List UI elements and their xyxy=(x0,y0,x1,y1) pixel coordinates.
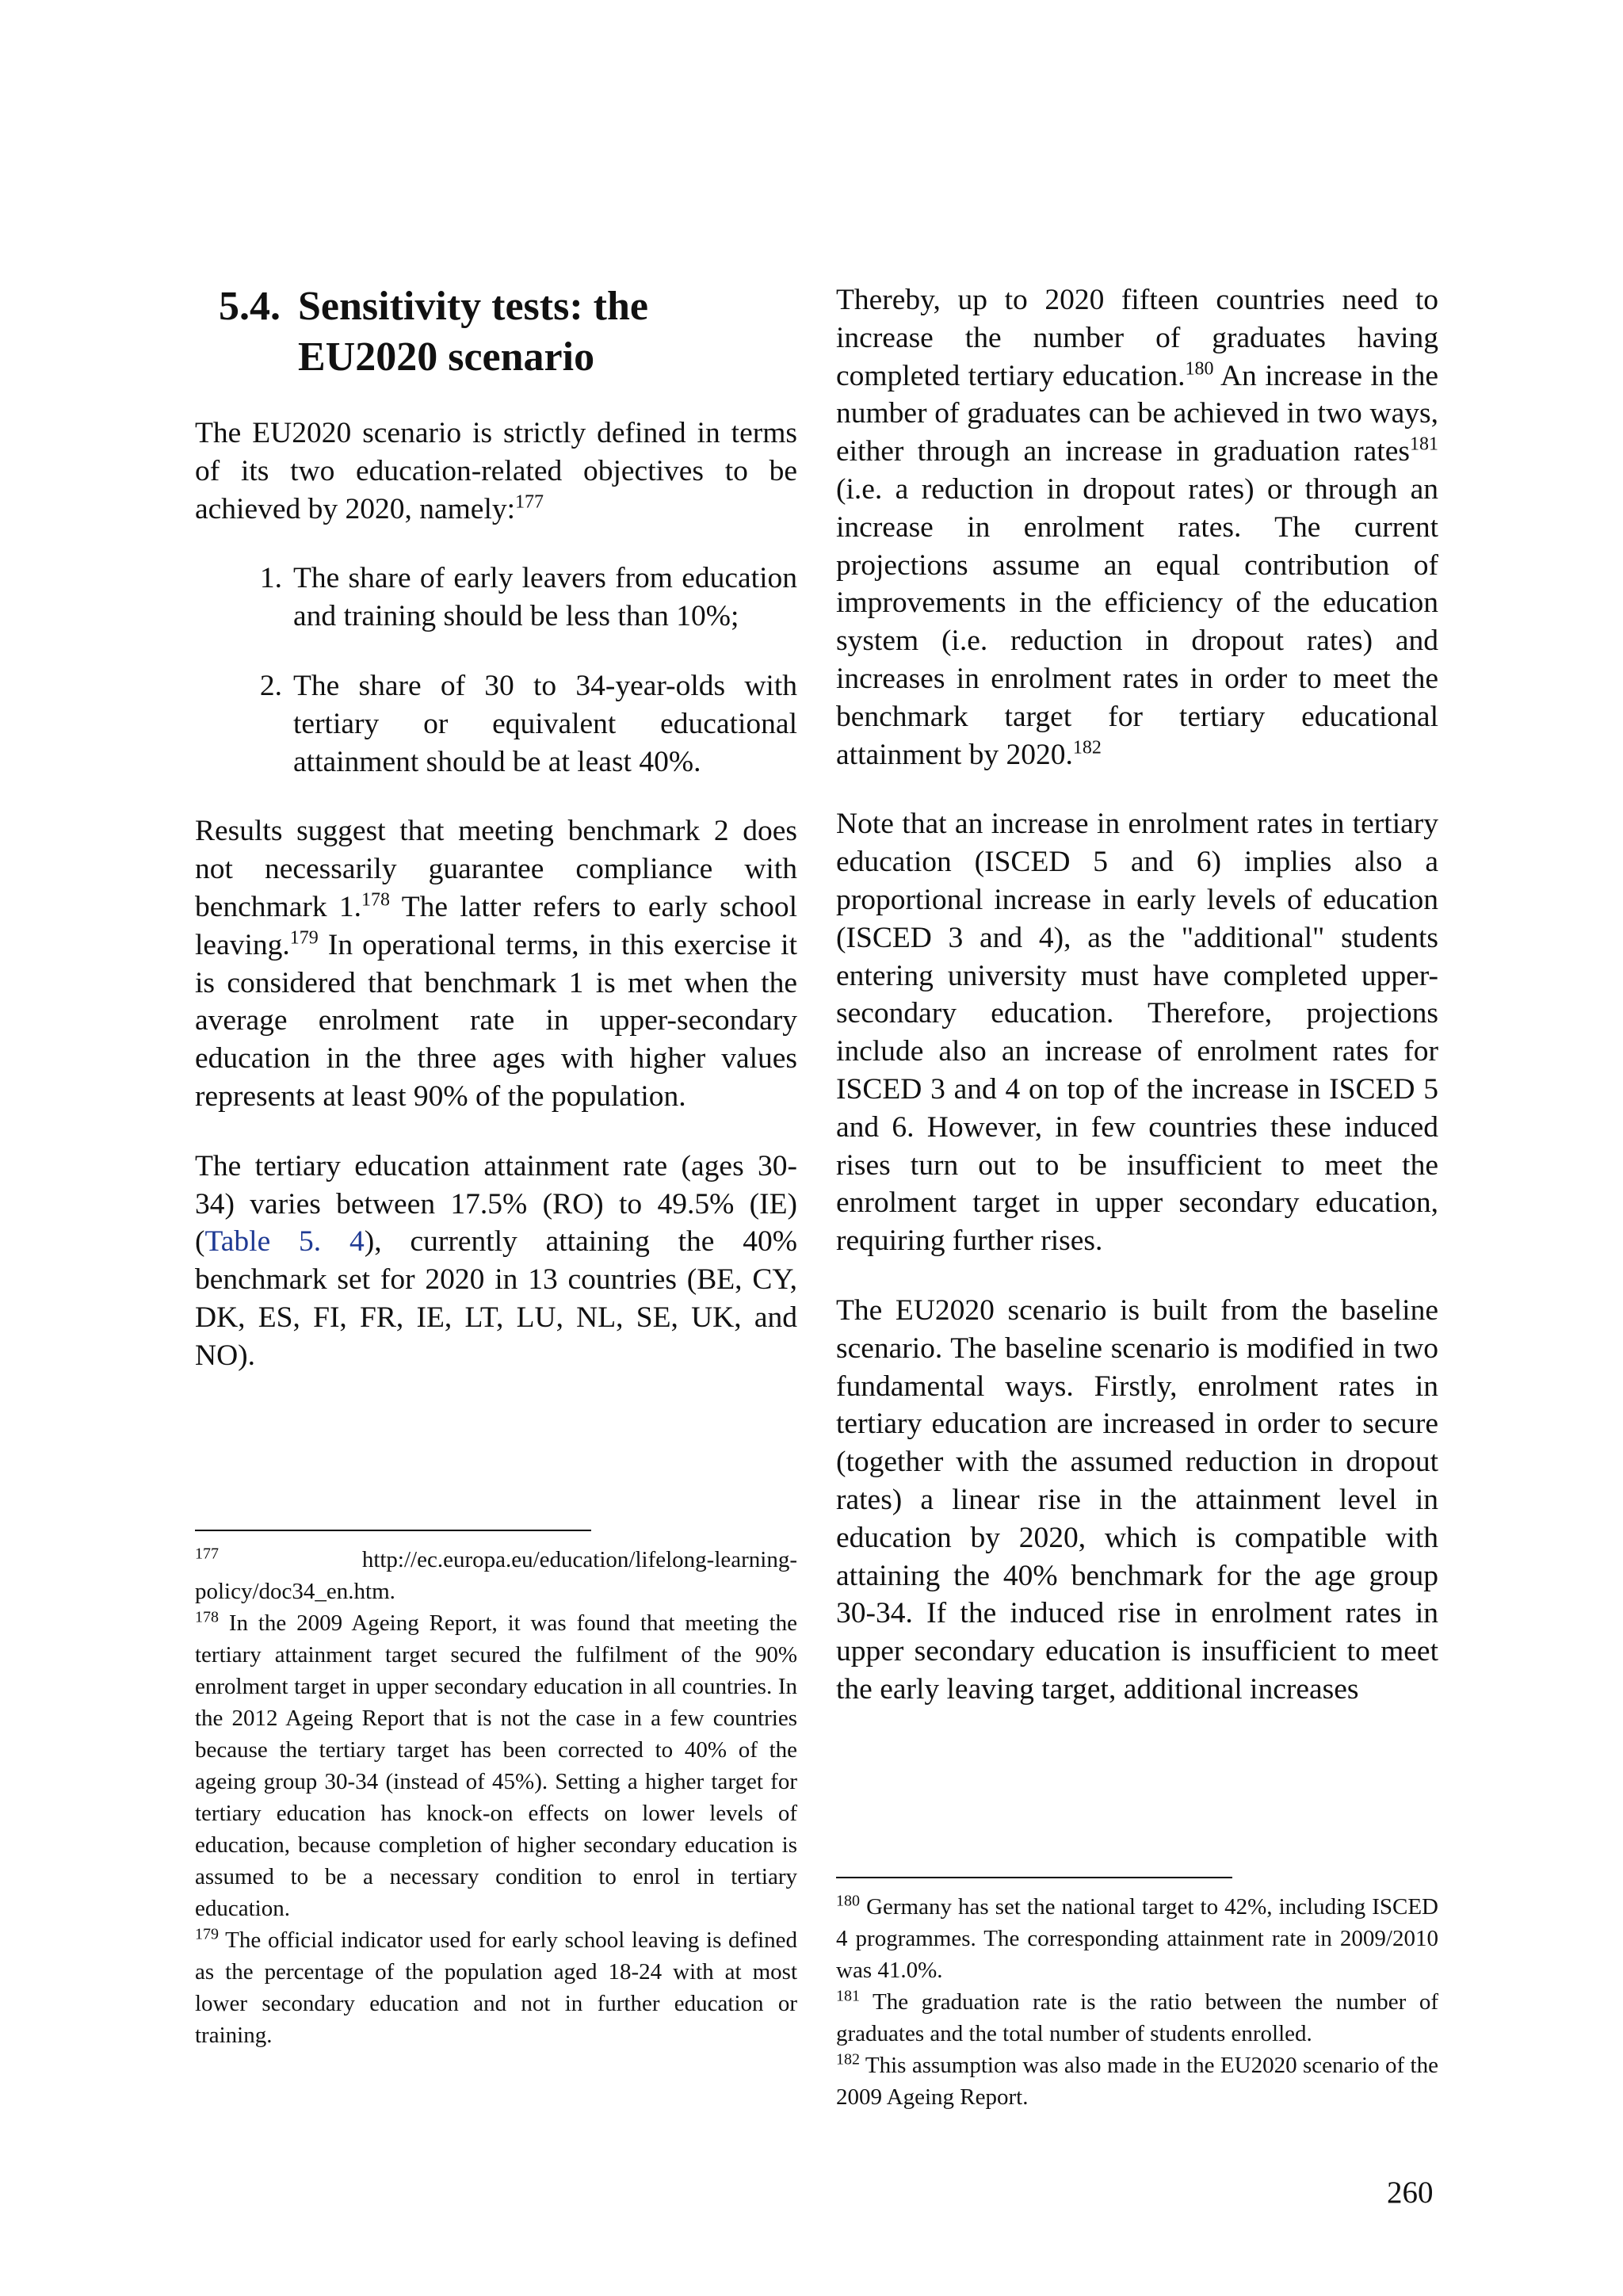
section-number: 5.4. xyxy=(219,284,281,329)
section-heading xyxy=(219,281,797,383)
footnote-181: $^{181}$ The graduation rate is the ratio between the number of graduates and the total number of students enrolled. xyxy=(836,1987,1438,2046)
footnote-180: $^{180}$ Germany has set the national target to 42%, including ISCED 4 programmes. The corresponding attainment rate in 2009/2010 was 41.0%. xyxy=(836,1892,1438,1983)
footnote-ref-178[interactable]: 178 xyxy=(361,889,391,911)
footnote-ref-179[interactable]: 179 xyxy=(289,927,319,949)
footnote-ref-181[interactable]: 181 xyxy=(1410,434,1438,455)
right-column xyxy=(836,281,1438,1740)
results-paragraph: Results suggest that meeting benchmark 2 does not necessarily guarantee compliance with benchmark 1.$^{178}$ The latter refers to early school leaving.$^{179}$ In operational terms, in this exercise it is considered that benchmark 1 is met when the average enrolment rate in upper-secondary education in the three ages with higher values represents at least 90% of the population. xyxy=(195,815,797,1113)
footnote-177: $^{177}$ http://ec.europa.eu/education/lifelong-learning-policy/doc34_en.htm. xyxy=(195,1545,797,1604)
intro-paragraph xyxy=(195,415,797,528)
graduates-paragraph: Thereby, up to 2020 fifteen countries need to increase the number of graduates having completed tertiary education.$^{180}$ An increase in the number of graduates can be achieved in two ways, either through an increase in graduation rates$^{181}$ (i.e. a reduction in dropout rates) or through an increase in enrolment rates. The current projections assume an equal contribution of improvements in the efficiency of the education system (i.e. reduction in dropout rates) and increases in enrolment rates in order to meet the benchmark target for tertiary educational attainment by 2020.$^{182}$ xyxy=(836,284,1438,771)
list-item-text: The share of early leavers from education and training should be less than 10%; xyxy=(293,562,797,633)
left-column xyxy=(195,281,797,1407)
attainment-paragraph: The tertiary education attainment rate (ages 30-34) varies between 17.5% (RO) to 49.5% (IE) (Table 5. 4), currently attaining the 40% benchmark set for 2020 in 13 countries (BE, CY, DK, ES, FI, FR, IE, LT, LU, NL, SE, UK, and NO). xyxy=(195,1149,798,1372)
list-item-number: 1. xyxy=(259,562,282,595)
table-link[interactable]: Table 5. 4 xyxy=(204,1225,365,1259)
section-title: Sensitivity tests: the EU2020 scenario xyxy=(298,284,648,380)
footnote-divider xyxy=(195,1530,591,1531)
list-item xyxy=(195,667,797,781)
footnote-182: $^{182}$ This assumption was also made in the EU2020 scenario of the 2009 Ageing Report. xyxy=(836,2050,1438,2110)
footnotes-right xyxy=(836,1877,1438,2113)
footnote-179: $^{179}$ The official indicator used for early school leaving is defined as the percentage of the population aged 18-24 with at most lower secondary education and not in further education or training. xyxy=(195,1925,797,2048)
footnote-ref-180[interactable]: 180 xyxy=(1185,358,1214,380)
footnote-divider xyxy=(836,1877,1232,1878)
intro-text: The EU2020 scenario is strictly defined in terms of its two education-related objectives to be achieved by 2020, namely: xyxy=(195,417,797,525)
page-number: 260 xyxy=(1387,2176,1434,2210)
enrolment-paragraph: Note that an increase in enrolment rates in tertiary education (ISCED 5 and 6) implies also a proportional increase in early levels of education (ISCED 3 and 4), as the "additional" students entering university must have completed upper-secondary education. Therefore, projections include also an increase of enrolment rates for ISCED 3 and 4 on top of the increase in ISCED 5 and 6. However, in few countries these induced rises turn out to be insufficient to meet the enrolment target in upper secondary education, requiring further rises. xyxy=(836,808,1438,1258)
list-item-text: The share of 30 to 34-year-olds with tertiary or equivalent educational attainment should be at least 40%. xyxy=(293,669,797,778)
footnotes-left xyxy=(195,1530,797,2051)
list-item xyxy=(195,560,797,636)
scenario-paragraph: The EU2020 scenario is built from the baseline scenario. The baseline scenario is modified in two fundamental ways. Firstly, enrolment rates in tertiary education are increased in order to secure (together with the assumed reduction in dropout rates) a linear rise in the attainment level in education by 2020, which is compatible with attaining the 40% benchmark for the age group 30-34. If the induced rise in enrolment rates in upper secondary education is insufficient to meet the early leaving target, additional increases xyxy=(836,1293,1438,1706)
footnote-ref-182[interactable]: 182 xyxy=(1072,737,1102,758)
benchmark-list xyxy=(195,560,797,781)
list-item-number: 2. xyxy=(259,669,282,702)
footnote-178: $^{178}$ In the 2009 Ageing Report, it was found that meeting the tertiary attainment target secured the fulfilment of the 90% enrolment target in upper secondary education in all countries. In the 2012 Ageing Report that is not the case in a few countries because the tertiary target has been corrected to 40% of the ageing group 30-34 (instead of 45%). Setting a higher target for tertiary education has knock-on effects on lower levels of education, because completion of higher secondary education is assumed to be a necessary condition to enrol in tertiary education. xyxy=(195,1608,797,1921)
footnote-ref-177[interactable]: 177 xyxy=(515,491,544,513)
